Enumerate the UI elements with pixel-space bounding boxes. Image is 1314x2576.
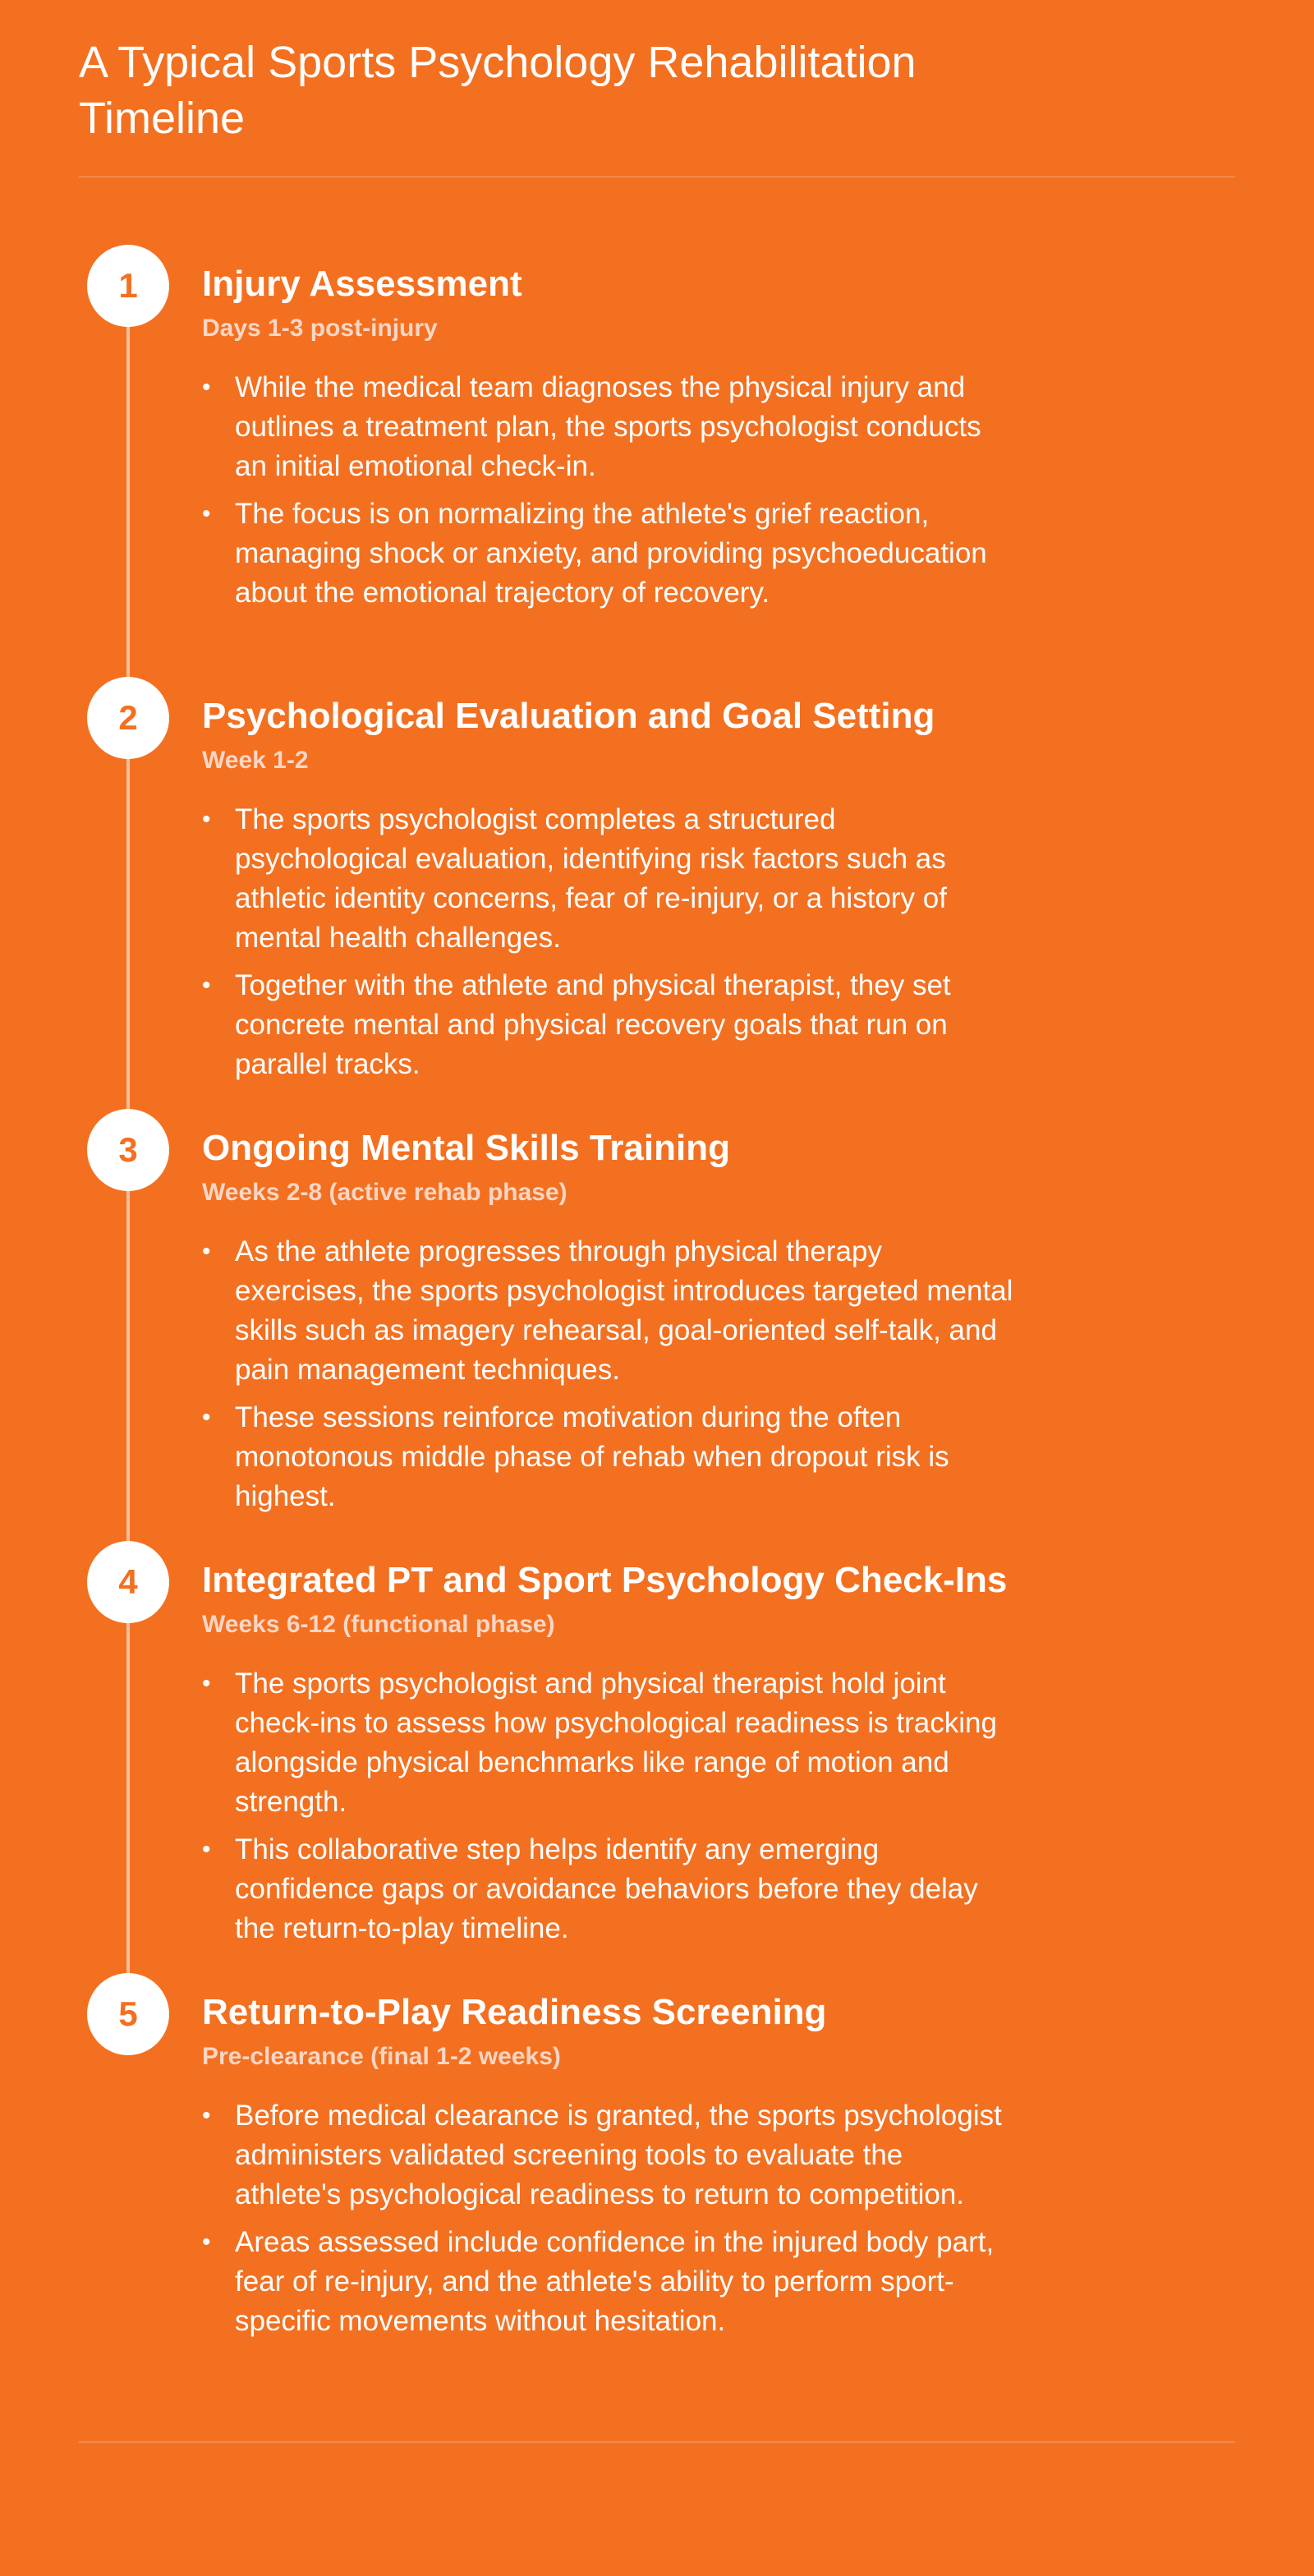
bullet-item: • As the athlete progresses through physical therapy exercises, the sports psychologist introduces targeted mental skills such as imagery rehearsal, goal-oriented self-talk, and pain management techniques.	[202, 1232, 1015, 1390]
page-title: A Typical Sports Psychology Rehabilitation Timeline	[79, 38, 917, 143]
step-timeframe: Pre-clearance (final 1-2 weeks)	[202, 2043, 561, 2070]
bullet-item: • Before medical clearance is granted, the sports psychologist administers validated screening tools to evaluate the athlete's psychological readiness to return to competition.	[202, 2096, 1015, 2215]
bullet-item: • This collaborative step helps identify any emerging confidence gaps or avoidance behaviors before they delay the return-to-play timeline.	[202, 1830, 1015, 1948]
bullet-item: • Together with the athlete and physical therapist, they set concrete mental and physical recovery goals that run on parallel tracks.	[202, 966, 1015, 1084]
step-timeframe: Weeks 6-12 (functional phase)	[202, 1611, 555, 1638]
step-number-badge: 4	[87, 1541, 169, 1623]
step-timeframe: Week 1-2	[202, 747, 309, 774]
bullet-item: • The sports psychologist and physical therapist hold joint check-ins to assess how psychological readiness is tracking alongside physical benchmarks like range of motion and strength.	[202, 1664, 1015, 1822]
bullet-item: • These sessions reinforce motivation during the often monotonous middle phase of rehab when dropout risk is highest.	[202, 1398, 1015, 1516]
step-bullet-list	[202, 800, 1015, 1092]
step-title: Return-to-Play Readiness Screening	[202, 1992, 827, 2032]
bullet-item: • The sports psychologist completes a structured psychological evaluation, identifying risk factors such as athletic identity concerns, fear of re-injury, or a history of mental health challenges.	[202, 800, 1015, 958]
step-title: Integrated PT and Sport Psychology Check-Ins	[202, 1560, 1008, 1600]
step-bullet-list	[202, 1664, 1015, 1957]
step-bullet-list	[202, 368, 1015, 621]
bullet-item: • The focus is on normalizing the athlete's grief reaction, managing shock or anxiety, and providing psychoeducation about the emotional trajectory of recovery.	[202, 494, 1015, 613]
step-number-badge: 3	[87, 1109, 169, 1191]
step-number-badge: 1	[87, 245, 169, 327]
step-title: Ongoing Mental Skills Training	[202, 1128, 730, 1168]
step-title: Injury Assessment	[202, 264, 522, 304]
bullet-item: • Areas assessed include confidence in the injured body part, fear of re-injury, and the athlete's ability to perform sport-specific movements without hesitation.	[202, 2223, 1015, 2341]
step-timeframe: Days 1-3 post-injury	[202, 315, 438, 342]
step-number-badge: 5	[87, 1973, 169, 2055]
step-timeframe: Weeks 2-8 (active rehab phase)	[202, 1179, 567, 1206]
top-divider	[79, 176, 1235, 177]
step-number-badge: 2	[87, 677, 169, 759]
step-title: Psychological Evaluation and Goal Setting	[202, 696, 935, 736]
step-bullet-list	[202, 1232, 1015, 1525]
bottom-divider	[79, 2441, 1235, 2443]
bullet-item: • While the medical team diagnoses the physical injury and outlines a treatment plan, the sports psychologist conducts an initial emotional check-in.	[202, 368, 1015, 486]
step-bullet-list	[202, 2096, 1015, 2349]
